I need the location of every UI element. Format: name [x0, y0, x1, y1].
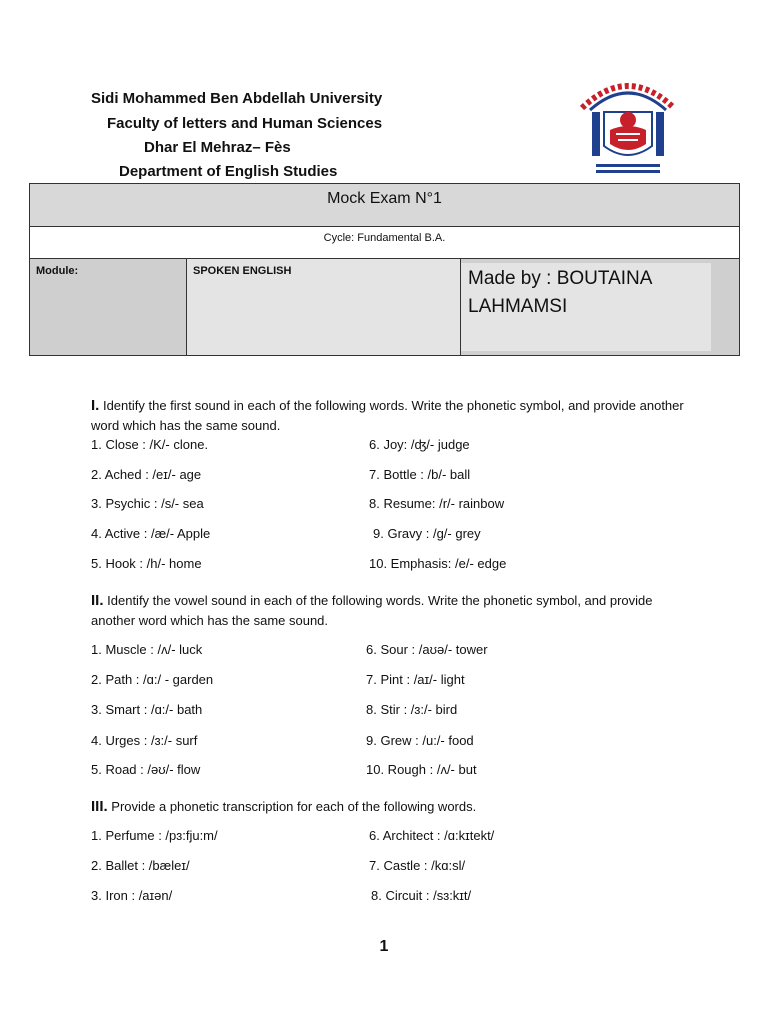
author-cell: [461, 263, 711, 351]
cycle-label: Cycle: Fundamental B.A.: [323, 232, 446, 244]
section-1-instruction: [91, 396, 691, 436]
s1-item-4: 4. Active : /æ/- Apple: [91, 526, 211, 541]
s2-item-2: 2. Path : /ɑ:/ - garden: [91, 672, 214, 687]
section-3-number: III.: [91, 798, 108, 815]
module-label: Module:: [36, 265, 79, 277]
section-1-text: Identify the first sound in each of the following words. Write the phonetic symbol, and provide another word which has the same sound.: [91, 398, 684, 433]
section-1-number: I.: [91, 397, 100, 414]
s1-item-9: 9. Gravy : /g/- grey: [373, 526, 481, 541]
module-row: [30, 259, 739, 355]
section-2-text: Identify the vowel sound in each of the following words. Write the phonetic symbol, and provide another word which has the same sound.: [91, 593, 653, 628]
s1-item-7: 7. Bottle : /b/- ball: [369, 467, 471, 482]
s3-item-2: 2. Ballet : /bæleɪ/: [91, 858, 190, 873]
module-label-cell: [30, 259, 187, 355]
s2-item-6: 6. Sour : /aʊə/- tower: [366, 642, 488, 657]
department-name: Department of English Studies: [119, 163, 338, 180]
exam-title: Mock Exam N°1: [327, 190, 442, 207]
s3-item-7: 7. Castle : /kɑ:sl/: [369, 858, 466, 873]
s1-item-8: 8. Resume: /r/- rainbow: [369, 496, 505, 511]
module-value-cell: [187, 259, 461, 355]
section-3-text: Provide a phonetic transcription for each of the following words.: [111, 799, 477, 814]
author-name: Made by : BOUTAINA LAHMAMSI: [468, 268, 652, 317]
s2-item-5: 5. Road : /əʊ/- flow: [91, 762, 201, 777]
s1-item-2: 2. Ached : /eɪ/- age: [91, 467, 202, 482]
s3-item-8: 8. Circuit : /sɜ:kɪt/: [371, 888, 472, 903]
table-right-margin: [711, 259, 739, 355]
s1-item-5: 5. Hook : /h/- home: [91, 556, 202, 571]
s2-item-10: 10. Rough : /ʌ/- but: [366, 762, 477, 777]
s1-item-6: 6. Joy: /ʤ/- judge: [369, 437, 470, 452]
s3-item-3: 3. Iron : /aɪən/: [91, 888, 173, 903]
university-emblem-icon: [572, 68, 684, 180]
s2-item-3: 3. Smart : /ɑ:/- bath: [91, 702, 203, 717]
module-value: SPOKEN ENGLISH: [193, 265, 292, 277]
s1-item-10: 10. Emphasis: /e/- edge: [369, 556, 507, 571]
s3-item-6: 6. Architect : /ɑ:kɪtekt/: [369, 828, 495, 843]
exam-title-row: [30, 184, 739, 227]
university-name: Sidi Mohammed Ben Abdellah University: [91, 90, 383, 107]
s2-item-4: 4. Urges : /ɜ:/- surf: [91, 733, 198, 748]
s2-item-1: 1. Muscle : /ʌ/- luck: [91, 642, 203, 657]
page-number: 1: [379, 938, 389, 955]
section-2-instruction: [91, 591, 691, 631]
campus-name: Dhar El Mehraz– Fès: [144, 139, 291, 156]
section-2-number: II.: [91, 592, 104, 609]
faculty-name: Faculty of letters and Human Sciences: [107, 115, 383, 132]
s3-item-1: 1. Perfume : /pɜ:fju:m/: [91, 828, 218, 843]
s1-item-1: 1. Close : /K/- clone.: [91, 437, 209, 452]
s2-item-8: 8. Stir : /ɜ:/- bird: [366, 702, 458, 717]
section-3-instruction: [91, 797, 691, 817]
s2-item-7: 7. Pint : /aɪ/- light: [366, 672, 465, 687]
s1-item-3: 3. Psychic : /s/- sea: [91, 496, 204, 511]
exam-info-table: [29, 183, 740, 356]
s2-item-9: 9. Grew : /u:/- food: [366, 733, 474, 748]
cycle-row: [30, 227, 739, 259]
